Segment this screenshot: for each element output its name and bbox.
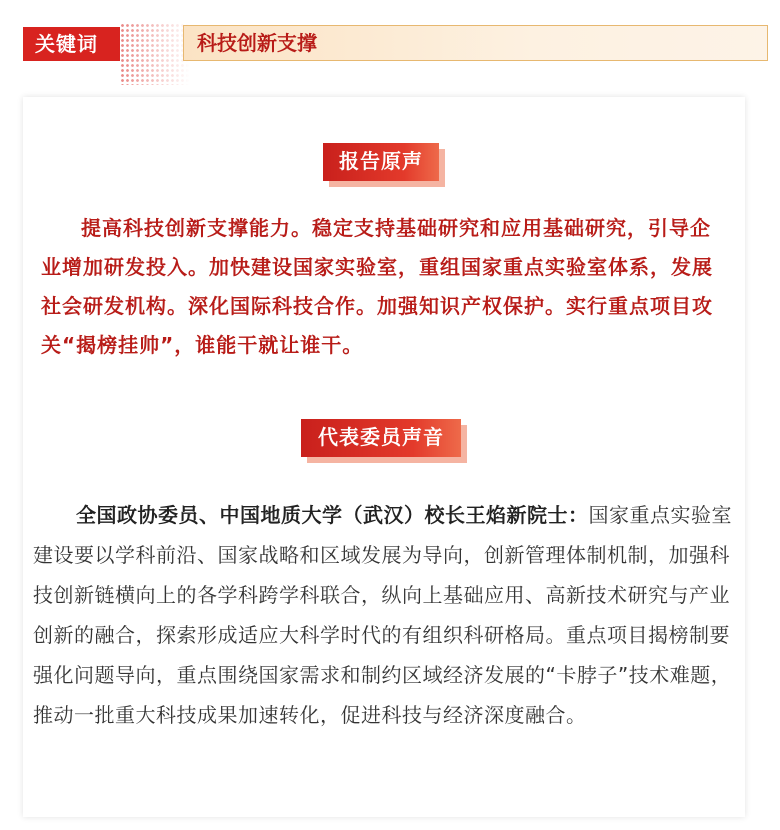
- report-text: 提高科技创新支撑能力。稳定支持基础研究和应用基础研究，引导企业增加研发投入。加快建设国家实验室，重组国家重点实验室体系，发展社会研发机构。深化国际科技合作。加强知识产权保护。实行重点项目攻关“揭榜挂帅”，谁能干就让谁干。: [41, 216, 713, 357]
- keyword-tag: 关键词: [23, 27, 120, 61]
- report-section-title: 报告原声: [323, 143, 439, 181]
- keyword-value: 科技创新支撑: [183, 25, 768, 61]
- dot-pattern-decoration: [120, 23, 190, 85]
- speaker-name: 全国政协委员、中国地质大学（武汉）校长王焰新院士：: [76, 503, 589, 527]
- voices-section-title: 代表委员声音: [301, 419, 461, 457]
- keyword-header: [23, 23, 745, 63]
- content-card: [23, 97, 745, 817]
- voice-text: 国家重点实验室建设要以学科前沿、国家战略和区域发展为导向，创新管理体制机制，加强科技创新链横向上的各学科跨学科联合，纵向上基础应用、高新技术研究与产业创新的融合，探索形成适应大科学时代的有组织科研格局。重点项目揭榜制要强化问题导向，重点围绕国家需求和制约区域经济发展的“卡脖子”技术难题，推动一批重大科技成果加速转化，促进科技与经济深度融合。: [33, 503, 732, 727]
- voice-paragraph: [33, 495, 733, 735]
